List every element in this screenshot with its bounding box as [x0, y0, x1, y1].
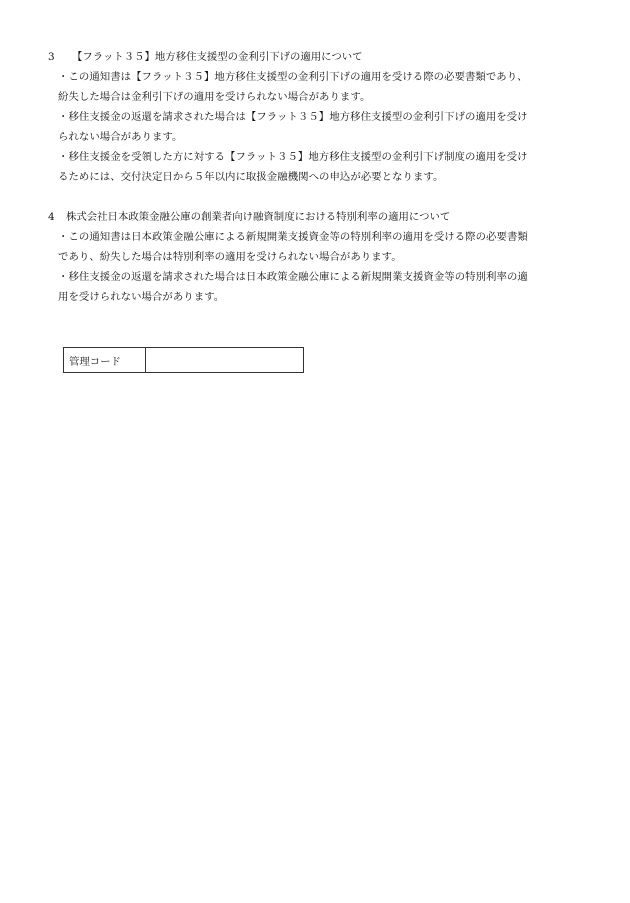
- bullet-paragraph: [48, 147, 593, 187]
- section-title: 【フラット３５】地方移住支援型の金利引下げの適用について: [72, 51, 363, 63]
- text-line: 紛失した場合は金利引下げの適用を受けられない場合があります。: [58, 91, 371, 103]
- section-flat35: [48, 47, 593, 187]
- bullet-paragraph: [48, 67, 593, 107]
- section-heading: [48, 47, 593, 67]
- bullet-paragraph: [48, 107, 593, 147]
- section-heading: [48, 207, 593, 227]
- bullet-paragraph: [48, 267, 593, 307]
- text-line: ・移住支援金を受領した方に対する【フラット３５】地方移住支援型の金利引下げ制度の適用を受け: [58, 151, 528, 163]
- text-line: ・この通知書は日本政策金融公庫による新規開業支援資金等の特別利率の適用を受ける際の必要書類: [58, 231, 528, 243]
- text-line: 用を受けられない場合があります。: [58, 291, 225, 303]
- text-line: ・この通知書は【フラット３５】地方移住支援型の金利引下げの適用を受ける際の必要書類であり、: [58, 71, 528, 83]
- bullet-paragraph: [48, 227, 593, 267]
- section-title: 株式会社日本政策金融公庫の創業者向け融資制度における特別利率の適用について: [66, 211, 451, 223]
- text-line: ・移住支援金の返還を請求された場合は【フラット３５】地方移住支援型の金利引下げの適用を受け: [58, 111, 528, 123]
- text-line: ・移住支援金の返還を請求された場合は日本政策金融公庫による新規開業支援資金等の特別利率の適: [58, 271, 528, 283]
- text-line: られない場合があります。: [58, 131, 183, 143]
- text-line: であり、紛失した場合は特別利率の適用を受けられない場合があります。: [58, 251, 402, 263]
- section-number: 4: [48, 211, 55, 223]
- management-code-field[interactable]: [146, 348, 304, 373]
- management-code-label: 管理コード: [64, 348, 146, 373]
- table-row: [64, 348, 304, 373]
- section-number: 3: [48, 51, 55, 63]
- text-line: るためには、交付決定日から５年以内に取扱金融機関への申込が必要となります。: [58, 171, 444, 183]
- management-code-table: [63, 347, 304, 373]
- section-jfc-loan: [48, 207, 593, 307]
